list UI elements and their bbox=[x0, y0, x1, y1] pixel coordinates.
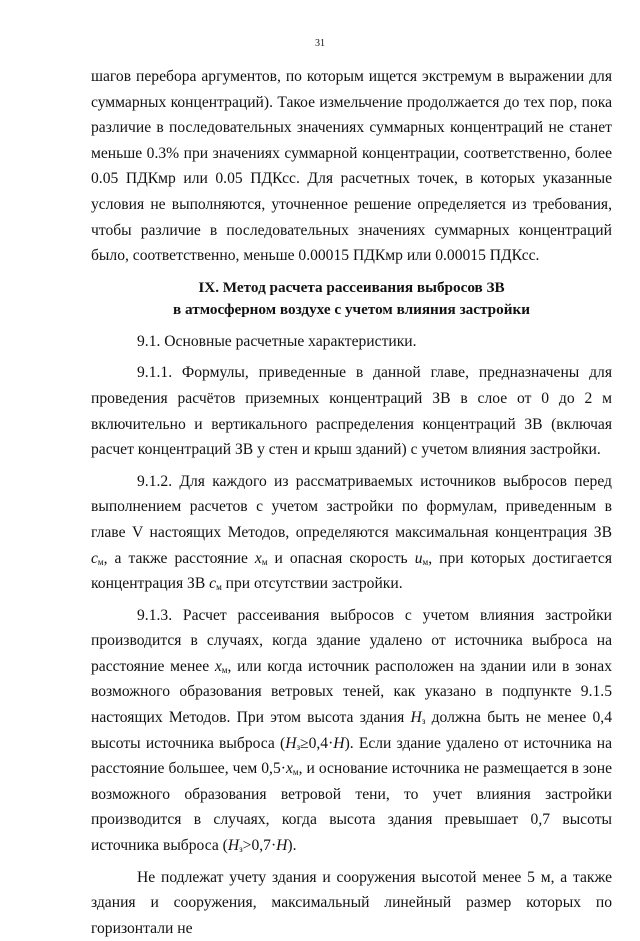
page-number: 31 bbox=[315, 38, 325, 49]
text-run: >0,7· bbox=[242, 837, 277, 855]
section-title-line1: IX. Метод расчета рассеивания выбросов ЗВ bbox=[198, 278, 505, 296]
var-x: x bbox=[254, 549, 262, 567]
var-h: H bbox=[333, 734, 345, 752]
var-u: u bbox=[414, 549, 423, 567]
text-run: 9.1.3. Расчет рассеивания выбросов с учетом влияния застройки производится в случаях, когда здание удалено от источника выброса на расстояние менее bbox=[91, 606, 612, 675]
text-run: , при которых достигается концентрация ЗВ bbox=[91, 549, 612, 593]
var-h: H bbox=[276, 837, 288, 855]
var-sub: м bbox=[292, 767, 299, 778]
section-heading bbox=[91, 277, 612, 321]
text-run: , или когда источник расположен на здании или в зонах возможного образования ветровых теней, как указано в подпункте 9.1.5 настоящих Методов. При этом высота здания bbox=[91, 657, 612, 727]
text-run: при отсутствии застройки. bbox=[221, 575, 403, 593]
var-x: x bbox=[214, 657, 222, 675]
var-sub: м bbox=[261, 556, 268, 567]
var-sub: м bbox=[221, 664, 228, 675]
paragraph-9-1-2 bbox=[91, 469, 612, 597]
var-sub: м bbox=[422, 556, 429, 567]
var-sub: з bbox=[239, 844, 243, 855]
paragraph-continuation: шагов перебора аргументов, по которым ищется экстремум в выражении для суммарных концентраций). Такое измельчение продолжается до тех пор, пока различие в последовательных значениях суммарных концентраций не станет меньше 0.3% при значениях суммарной концентрации, соответственно, более 0.05 ПДКмр или 0.05 ПДКсс. Для расчетных точек, в которых указанные условия не выполняются, уточненное решение определяется из требования, чтобы различие в последовательных значениях суммарных концентраций было, соответственно, меньше 0.00015 ПДКмр или 0.00015 ПДКсс. bbox=[91, 68, 612, 265]
var-c: c bbox=[209, 575, 217, 593]
section-title-line2: в атмосферном воздухе с учетом влияния застройки bbox=[173, 300, 530, 318]
var-c: c bbox=[91, 549, 98, 567]
text-run: ). Если здание удалено от источника на расстояние большее, чем 0,5· bbox=[91, 734, 612, 778]
paragraph-9-1-3 bbox=[91, 603, 612, 859]
var-sub: з bbox=[296, 741, 301, 752]
text-run: , а также расстояние bbox=[103, 549, 255, 567]
text-run: должна быть не менее 0,4 высоты источника выброса ( bbox=[91, 709, 612, 752]
var-h: H bbox=[285, 734, 297, 752]
var-h: H bbox=[227, 837, 240, 855]
var-sub: з bbox=[421, 716, 426, 727]
paragraph-9-1-1: 9.1.1. Формулы, приведенные в данной главе, предназначены для проведения расчётов приземных концентраций ЗВ в слое от 0 до 2 м включительно и вертикального распределения концентраций ЗВ (включая расчет концентраций ЗВ у стен и крыш зданий) с учетом влияния застройки. bbox=[91, 364, 612, 459]
paragraph-9-1: 9.1. Основные расчетные характеристики. bbox=[137, 332, 417, 350]
var-x: x bbox=[285, 760, 293, 778]
var-sub: м bbox=[216, 582, 222, 593]
page-content bbox=[91, 64, 612, 941]
var-h: H bbox=[410, 709, 422, 727]
text-run: и опасная скорость bbox=[267, 549, 415, 567]
text-run: 9.1.2. Для каждого из рассматриваемых источников выбросов перед выполнением расчетов с учетом застройки по формулам, приведенным в главе V настоящих Методов, определяются максимальная концентрация ЗВ bbox=[91, 472, 612, 541]
var-sub: м bbox=[97, 556, 104, 567]
text-run: ≥0,4· bbox=[300, 734, 334, 752]
paragraph-last: Не подлежат учету здания и сооружения высотой менее 5 м, а также здания и сооружения, максимальный линейный размер которых по горизонтали не bbox=[91, 868, 612, 937]
text-run: , и основание источника не размещается в зоне возможного образования ветровой тени, то учет влияния застройки производится в случаях, когда высота здания превышает 0,7 высоты источника выброса ( bbox=[91, 760, 612, 855]
text-run: ). bbox=[287, 837, 297, 855]
